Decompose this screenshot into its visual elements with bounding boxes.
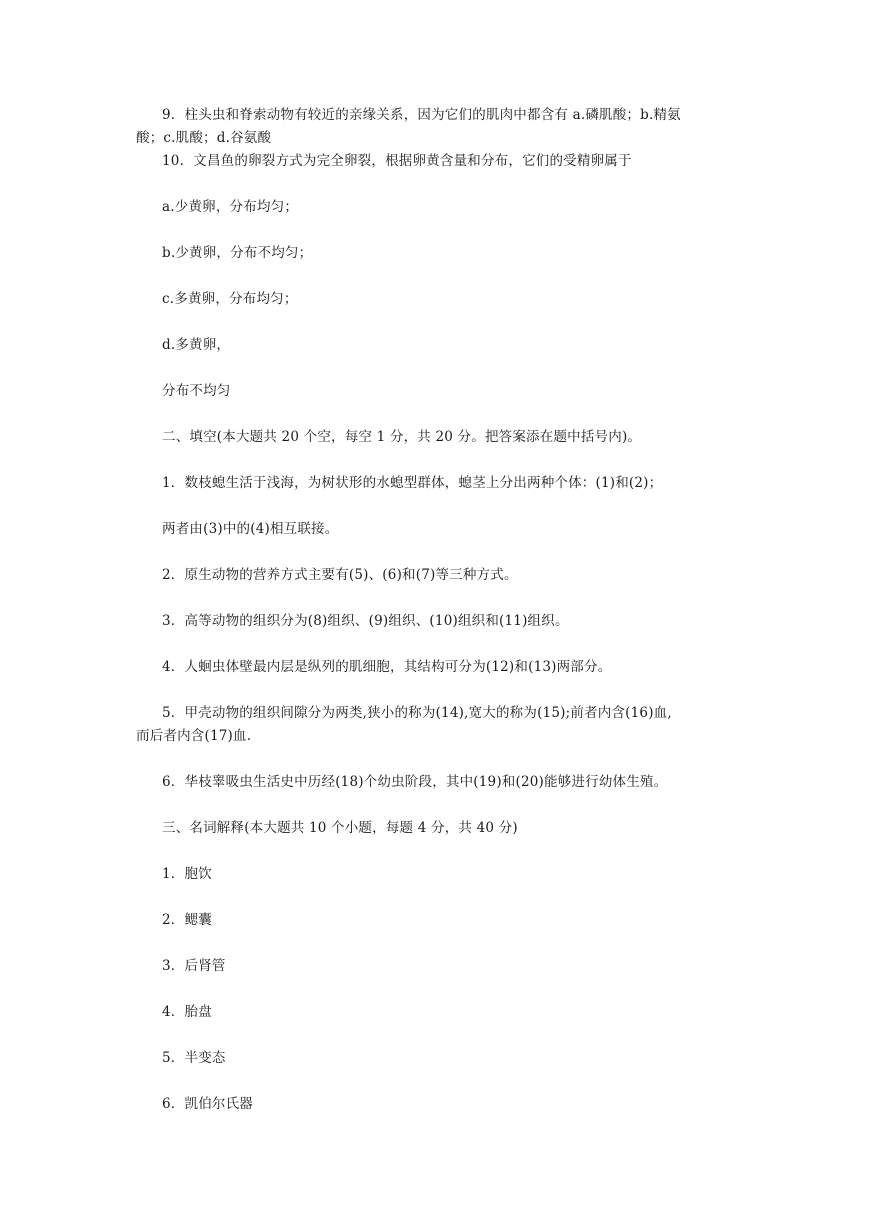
fill-question-3: 3．高等动物的组织分为(8)组织、(9)组织、(10)组织和(11)组织。 xyxy=(162,613,569,629)
question-10-option-d-continued: 分布不均匀 xyxy=(162,383,231,399)
term-4: 4．胎盘 xyxy=(162,1004,212,1020)
fill-question-6: 6．华枝睾吸虫生活史中历经(18)个幼虫阶段，其中(19)和(20)能够进行幼体生殖。 xyxy=(162,774,668,790)
term-3: 3．后肾管 xyxy=(162,958,226,974)
section-2-heading: 二、填空(本大题共 20 个空，每空 1 分，共 20 分。把答案添在题中括号内)。 xyxy=(162,429,642,445)
question-9-line-1: 9．柱头虫和脊索动物有较近的亲缘关系，因为它们的肌肉中都含有 a.磷肌酸；b.精氨 xyxy=(162,107,681,123)
fill-question-1-line-1: 1．数枝螅生活于浅海，为树状形的水螅型群体，螅茎上分出两种个体：(1)和(2)； xyxy=(162,475,663,491)
question-10-option-d: d.多黄卵， xyxy=(162,337,231,353)
question-10-option-b: b.少黄卵，分布不均匀； xyxy=(162,245,313,261)
term-1: 1．胞饮 xyxy=(162,866,212,882)
term-5: 5．半变态 xyxy=(162,1050,226,1066)
section-3-heading: 三、名词解释(本大题共 10 个小题，每题 4 分，共 40 分) xyxy=(162,820,518,836)
fill-question-4: 4．人蛔虫体壁最内层是纵列的肌细胞，其结构可分为(12)和(13)两部分。 xyxy=(162,659,612,675)
term-6: 6．凯伯尔氏器 xyxy=(162,1096,253,1112)
fill-question-5-line-2: 而后者内含(17)血. xyxy=(136,728,252,744)
question-10-option-c: c.多黄卵，分布均匀； xyxy=(162,291,298,307)
fill-question-2: 2．原生动物的营养方式主要有(5)、(6)和(7)等三种方式。 xyxy=(162,567,518,583)
question-10-option-a: a.少黄卵，分布均匀； xyxy=(162,199,299,215)
question-9-line-2: 酸；c.肌酸；d.谷氨酸 xyxy=(136,130,272,146)
question-10-stem: 10．文昌鱼的卵裂方式为完全卵裂，根据卵黄含量和分布，它们的受精卵属于 xyxy=(162,153,632,169)
fill-question-5-line-1: 5．甲壳动物的组织间隙分为两类,狭小的称为(14),宽大的称为(15);前者内含(16)血, xyxy=(162,705,672,721)
term-2: 2．鳃囊 xyxy=(162,912,212,928)
fill-question-1-line-2: 两者由(3)中的(4)相互联接。 xyxy=(162,521,339,537)
